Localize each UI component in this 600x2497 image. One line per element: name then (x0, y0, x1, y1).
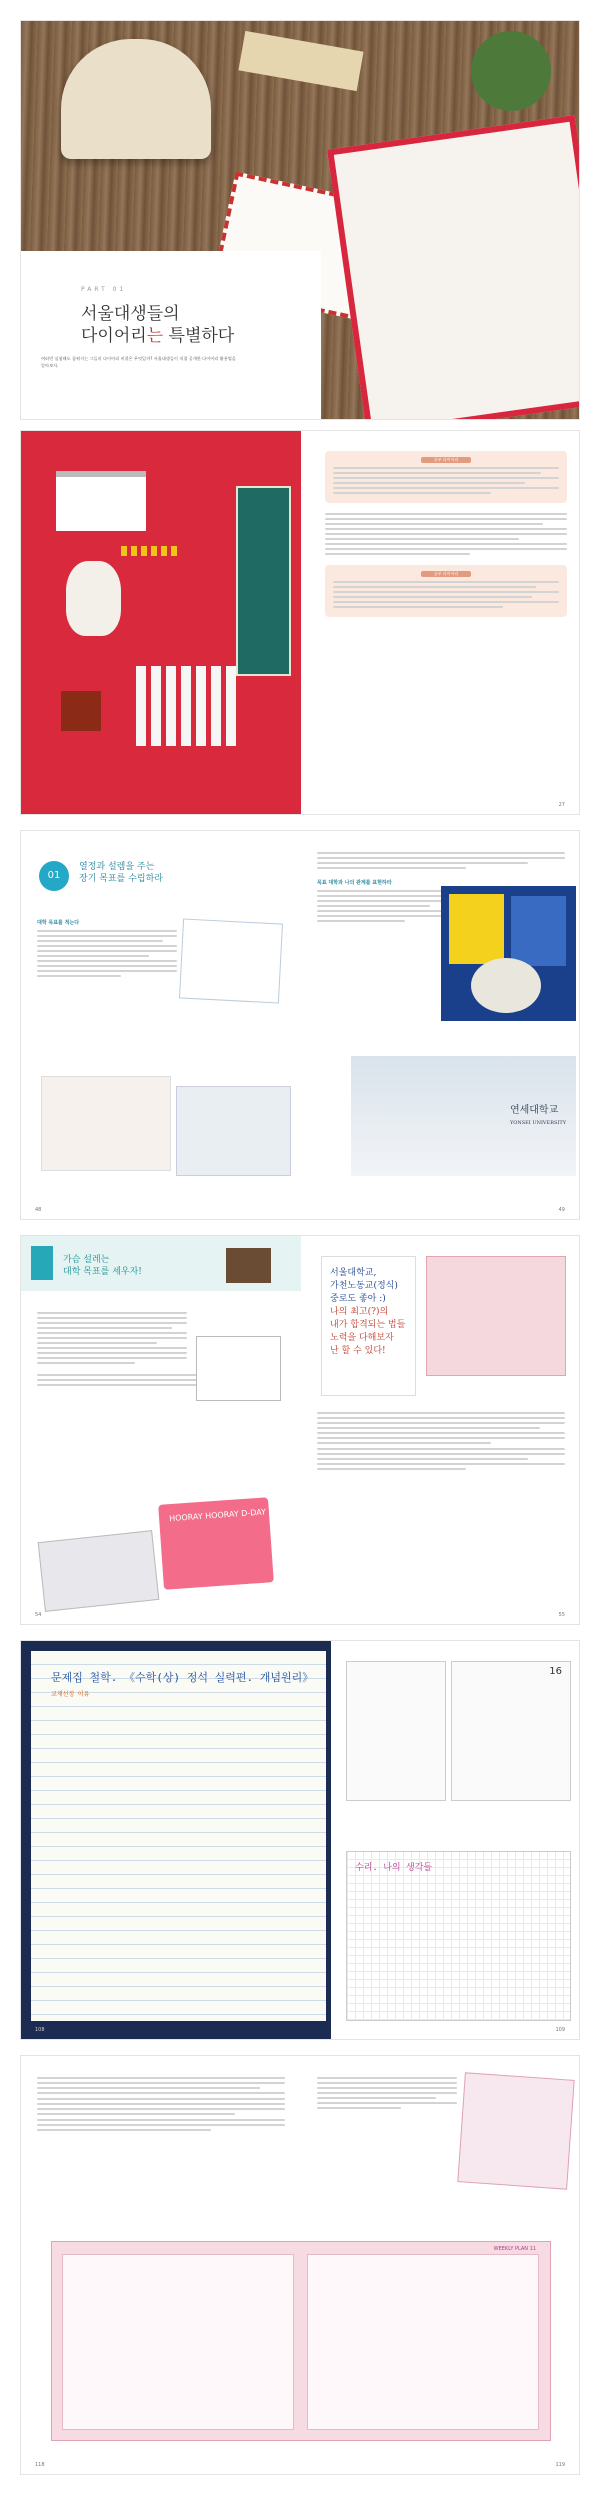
subheading-right: 목표 대학과 나의 관계를 표현하라 (317, 880, 392, 886)
heading-line1: 열정과 설렘을 주는 (79, 862, 155, 872)
wooden-box (61, 691, 101, 731)
green-cutting-board (236, 486, 291, 676)
section-number-badge: 01 (39, 861, 69, 891)
title-line2-after: 특별하다 (163, 326, 235, 346)
daily-planner-page (346, 1661, 446, 1801)
dday-book-photo (158, 1497, 274, 1589)
note-line-2: 가천노동교(정식) (330, 1281, 398, 1291)
page-number-right: 119 (555, 2462, 565, 2468)
spiral-notebook (56, 471, 146, 531)
red-flatlay-photo (21, 431, 301, 815)
page-number-left: 54 (35, 1612, 42, 1618)
subheading-left: 대학 목표를 적는다 (37, 920, 80, 926)
spread-weekly-planner (20, 2055, 580, 2475)
handwritten-study-note (31, 1651, 326, 2021)
campus-sign-text: 연세대학교 (509, 1105, 559, 1116)
part-title (81, 303, 234, 347)
calendar-card (196, 1336, 281, 1401)
right-page (331, 1641, 580, 2040)
page-number-left: 118 (35, 2462, 45, 2468)
tip-tag-1: 공부 다이어리 (421, 457, 471, 463)
part-intro: 여러번 실험해도 꿈꿔지는 그들의 다이어리 비결은 무엇일까? 서울대생들이 직접 공개한 다이어리 활용법을 알아보자. (41, 356, 236, 368)
planner-right-page (307, 2254, 539, 2430)
blue-notebook (511, 896, 566, 966)
red-bordered-paper (327, 115, 580, 420)
note-subtitle: 교재선정 이유 (51, 1691, 90, 1698)
pink-diary-photo (457, 2072, 574, 2189)
tip-box-2 (325, 565, 567, 617)
right-page (301, 1236, 580, 1625)
campus-snow-photo (351, 1056, 576, 1176)
page-number-left: 48 (35, 1207, 42, 1213)
page-number-right: 55 (558, 1612, 565, 1618)
grid-note-title: 수리. 나의 생각들 (355, 1863, 433, 1873)
memo-card (179, 918, 283, 1003)
school-cards-photo (176, 1086, 291, 1176)
note-line-7: 난 할 수 있다! (330, 1346, 386, 1356)
title-line1: 서울대생들의 (81, 304, 180, 324)
note-line-6: 노력을 다해보자 (330, 1333, 394, 1343)
owl-figurine (66, 561, 121, 636)
open-book-prop (61, 39, 211, 159)
note-line-4: 나의 최고(?)의 (330, 1307, 389, 1317)
page-number: 27 (558, 802, 565, 808)
page-number-left: 108 (35, 2027, 45, 2033)
clothespins (121, 546, 181, 556)
heading-line2: 대학 목표를 세우자! (63, 1267, 142, 1277)
page-number-right: 49 (558, 1207, 565, 1213)
part-label: PART 01 (81, 286, 127, 293)
spread-flatlay (20, 430, 580, 815)
potted-plant-prop (471, 31, 551, 111)
goal-sticker-photo (41, 1076, 171, 1171)
note-line-1: 서울대학교, (330, 1268, 377, 1278)
university-emblem (471, 958, 541, 1013)
tip-tag-2: 공부 다이어리 (421, 571, 471, 577)
dday-text: HOORAY HOORAY D-DAY (168, 1507, 267, 1524)
yellow-notebook (449, 894, 504, 964)
daily-planner-page-2 (451, 1661, 571, 1801)
tip-box-1 (325, 451, 567, 503)
page-number-right: 109 (555, 2027, 565, 2033)
note-line-3: 중로도 좋아 :) (330, 1294, 386, 1304)
spread-study-notes (20, 1640, 580, 2040)
title-line2-before: 다이어리 (81, 326, 147, 346)
campus-sign-subtext: YONSEI UNIVERSITY (509, 1120, 566, 1126)
planner-notebook-photo (38, 1530, 160, 1612)
spread-long-term-goal (20, 830, 580, 1220)
heading-line1: 가슴 설레는 (63, 1255, 110, 1265)
planner-left-page (62, 2254, 294, 2430)
note-line-5: 내가 합격되는 법들 (330, 1320, 406, 1330)
university-notebooks-photo (441, 886, 576, 1021)
pen-set (136, 666, 236, 746)
spread-part-opener (20, 20, 580, 420)
weekly-plan-label: WEEKLY PLAN 11 (493, 2246, 536, 2252)
text-page (311, 431, 580, 815)
title-highlight: 는 (146, 326, 164, 346)
spread-university-goal (20, 1235, 580, 1625)
heading-line2: 장기 목표를 수립하라 (79, 874, 163, 884)
note-title: 문제집 철학. 《수학(상) 정석 실력편. 개념원리》 (51, 1671, 314, 1684)
weekly-planner-photo (51, 2241, 551, 2441)
grid-note-page (346, 1851, 571, 2021)
planner-day-number: 16 (549, 1666, 562, 1677)
